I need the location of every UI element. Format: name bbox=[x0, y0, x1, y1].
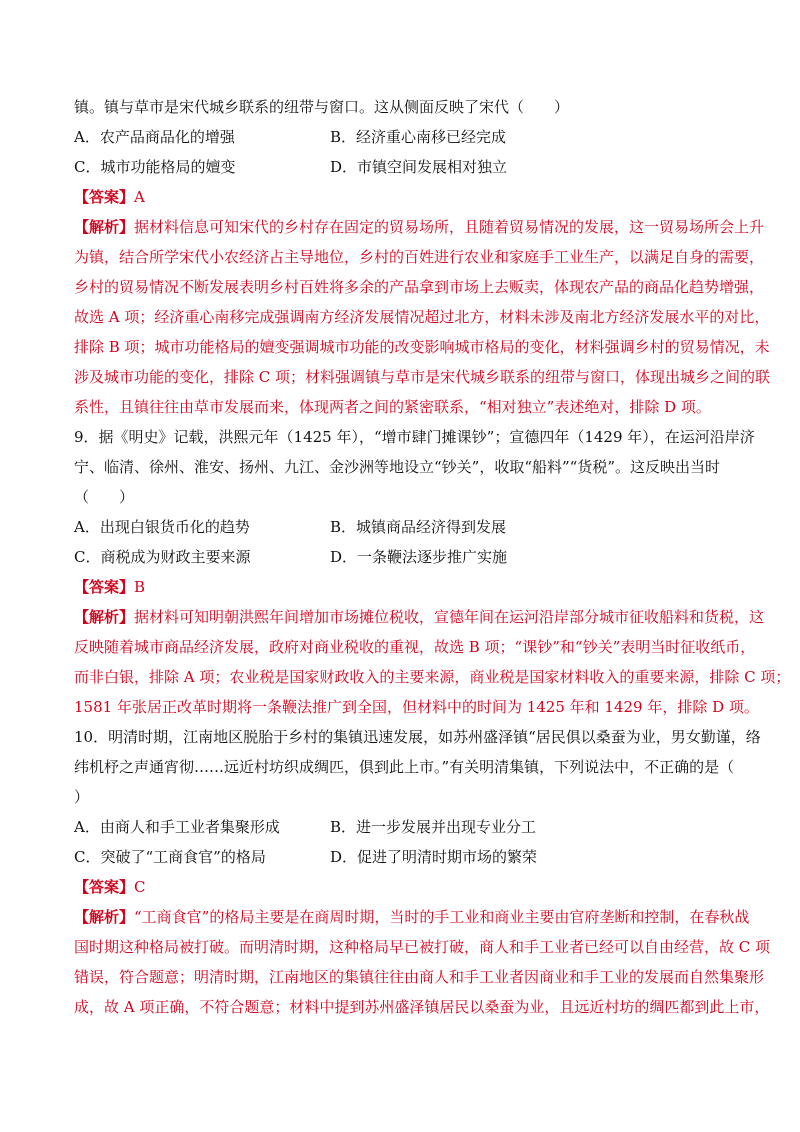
q8-answer-tag: 【答案】 bbox=[74, 188, 135, 206]
q8-analysis-line: 涉及城市功能的变化，排除 C 项；材料强调镇与草市是宋代城乡联系的纽带与窗口，体现出城乡之间的联 bbox=[74, 368, 771, 386]
q10-analysis-line: 错误，符合题意；明清时期，江南地区的集镇往往由商人和手工业者因商业和手工业的发展而自然集聚形 bbox=[74, 968, 765, 986]
q8-options-row-2 bbox=[74, 152, 734, 182]
q9-option-c[interactable]: C．商税成为财政主要来源 bbox=[74, 548, 251, 566]
q10-analysis bbox=[74, 902, 771, 1022]
q8-analysis-tag: 【解析】 bbox=[74, 218, 135, 236]
q9-analysis-line: 反映随着城市商品经济发展，政府对商业税收的重视，故选 B 项；“课钞”和“钞关”表明当时征收纸币， bbox=[74, 638, 756, 656]
q9-options-row-2 bbox=[74, 542, 734, 572]
q8-answer bbox=[74, 182, 734, 212]
q8-option-d[interactable]: D．市镇空间发展相对独立 bbox=[330, 158, 508, 176]
q8-options-row-1 bbox=[74, 122, 734, 152]
q8-answer-value: A bbox=[134, 188, 145, 206]
q8-analysis-line: 据材料信息可知宋代的乡村存在固定的贸易场所，且随着贸易情况的发展，这一贸易场所会上升 bbox=[134, 218, 765, 236]
q10-analysis-line: 国时期这种格局被打破。而明清时期，这种格局早已被打破，商人和手工业者已经可以自由经营，故 C 项 bbox=[74, 938, 771, 956]
q9-option-d[interactable]: D．一条鞭法逐步推广实施 bbox=[330, 548, 508, 566]
q9-option-a[interactable]: A．出现白银货币化的趋势 bbox=[74, 518, 250, 536]
q9-answer bbox=[74, 572, 734, 602]
q10-option-a[interactable]: A．由商人和手工业者集聚形成 bbox=[74, 818, 280, 836]
q9-analysis bbox=[74, 602, 791, 722]
q8-analysis-line: 为镇，结合所学宋代小农经济占主导地位，乡村的百姓进行农业和家庭手工业生产，以满足自身的需要， bbox=[74, 248, 765, 266]
q9-analysis-line: 1581 年张居正改革时期将一条鞭法推广到全国，但材料中的时间为 1425 年和 1429 年，排除 D 项。 bbox=[74, 698, 759, 716]
q9-answer-value: B bbox=[134, 578, 146, 596]
q9-stem-line: 宁、临清、徐州、淮安、扬州、九江、金沙洲等地设立“钞关”，收取“船料”“货税”。这反映出当时 bbox=[74, 458, 721, 476]
q9-analysis-line: 而非白银，排除 A 项；农业税是国家财政收入的主要来源，商业税是国家材料收入的重要来源，排除 C 项； bbox=[74, 668, 791, 686]
q10-analysis-tag: 【解析】 bbox=[74, 908, 135, 926]
q9-stem-line: 9．据《明史》记载，洪熙元年（1425 年），“增市肆门摊课钞”；宣德四年（1429 年），在运河沿岸济 bbox=[74, 428, 755, 446]
q8-option-c[interactable]: C．城市功能格局的嬗变 bbox=[74, 158, 236, 176]
q9-stem-line: （ ） bbox=[74, 488, 135, 506]
q8-stem-tail: 镇。镇与草市是宋代城乡联系的纽带与窗口。这从侧面反映了宋代（ ） bbox=[74, 98, 570, 116]
q8-analysis-line: 排除 B 项；城市功能格局的嬗变强调城市功能的改变影响城市格局的变化，材料强调乡村的贸易情况，未 bbox=[74, 338, 770, 356]
q10-options-row-1 bbox=[74, 812, 734, 842]
page-content bbox=[74, 92, 791, 1022]
q10-stem-line: 10．明清时期，江南地区脱胎于乡村的集镇迅速发展，如苏州盛泽镇“居民俱以桑蚕为业，男女勤谨，络 bbox=[74, 728, 761, 746]
q9-analysis-tag: 【解析】 bbox=[74, 608, 135, 626]
q8-analysis bbox=[74, 212, 771, 422]
q10-option-c[interactable]: C．突破了“工商食官”的格局 bbox=[74, 848, 266, 866]
q10-stem-line: ） bbox=[74, 788, 90, 806]
q10-answer bbox=[74, 872, 734, 902]
q10-option-d[interactable]: D．促进了明清时期市场的繁荣 bbox=[330, 848, 538, 866]
q8-analysis-line: 乡村的贸易情况不断发展表明乡村百姓将多余的产品拿到市场上去贩卖，体现农产品的商品化趋势增强， bbox=[74, 278, 765, 296]
q8-option-a[interactable]: A．农产品商品化的增强 bbox=[74, 128, 235, 146]
q9-options-row-1 bbox=[74, 512, 734, 542]
q8-analysis-line: 系性，且镇往往由草市发展而来，体现两者之间的紧密联系，“相对独立”表述绝对，排除 D 项。 bbox=[74, 398, 711, 416]
q10-answer-tag: 【答案】 bbox=[74, 878, 135, 896]
q9-option-b[interactable]: B．城镇商品经济得到发展 bbox=[330, 518, 507, 536]
q9-analysis-line: 据材料可知明朝洪熙年间增加市场摊位税收，宣德年间在运河沿岸部分城市征收船料和货税，这 bbox=[134, 608, 765, 626]
q10-analysis-line: 成，故 A 项正确，不符合题意；材料中提到苏州盛泽镇居民以桑蚕为业，且远近村坊的绸匹都到此上市， bbox=[74, 998, 770, 1016]
q10-analysis-line: “工商食官”的格局主要是在商周时期，当时的手工业和商业主要由官府垄断和控制，在春秋战 bbox=[134, 908, 750, 926]
q10-answer-value: C bbox=[134, 878, 146, 896]
q8-analysis-line: 故选 A 项；经济重心南移完成强调南方经济发展情况超过北方，材料未涉及南北方经济发展水平的对比， bbox=[74, 308, 770, 326]
q8-option-b[interactable]: B．经济重心南移已经完成 bbox=[330, 128, 507, 146]
q10-stem-line: 纬机杼之声通宵彻……远近村坊织成绸匹，俱到此上市。”有关明清集镇，下列说法中，不正确的是（ bbox=[74, 758, 735, 776]
q9-answer-tag: 【答案】 bbox=[74, 578, 135, 596]
q10-options-row-2 bbox=[74, 842, 734, 872]
q10-option-b[interactable]: B．进一步发展并出现专业分工 bbox=[330, 818, 537, 836]
